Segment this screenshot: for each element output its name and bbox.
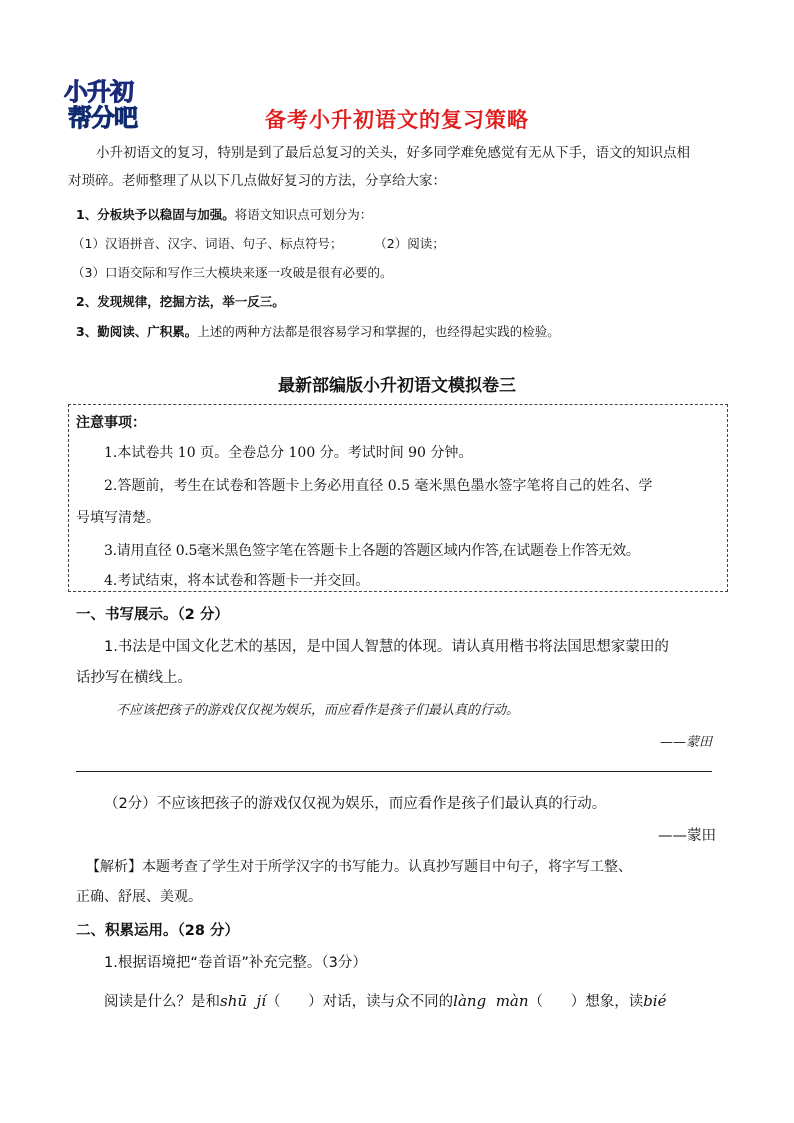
main-title: 备考小升初语文的复习策略	[265, 108, 529, 132]
passage-b: （ ）对话，读与众不同的	[266, 994, 454, 1010]
part2-q1: 1.根据语境把“卷首语”补充完整。（3分）	[104, 955, 367, 971]
pinyin-langman: làng màn	[453, 992, 529, 1010]
part1-q1-line1: 1.书法是中国文化艺术的基因，是中国人智慧的体现。请认真用楷书将法国思想家蒙田的	[104, 639, 669, 655]
notice-item-3: 3.请用直径 0.5毫米黑色签字笔在答题卡上各题的答题区域内作答,在试题卷上作答无效。	[104, 543, 640, 559]
part1-heading: 一、书写展示。（2 分）	[76, 607, 229, 623]
tip-3-text: 上述的两种方法都是很容易学习和掌握的，也经得起实践的检验。	[197, 324, 560, 339]
logo-line2: 帮分吧	[68, 104, 137, 132]
tip-1-sub2: （3）口语交际和写作三大模块来逐一攻破是很有必要的。	[72, 265, 393, 280]
notice-item-4: 4.考试结束，将本试卷和答题卡一并交回。	[104, 573, 370, 589]
part1-answer: （2分）不应该把孩子的游戏仅仅视为娱乐，而应看作是孩子们最认真的行动。	[104, 796, 607, 812]
tip-3-bold: 3、勤阅读、广积累。	[76, 324, 198, 339]
notice-box	[68, 404, 728, 592]
part1-q1-line2: 话抄写在横线上。	[76, 670, 192, 686]
writing-line	[76, 771, 712, 772]
part1-analysis	[86, 856, 632, 878]
part2-passage	[104, 990, 666, 1013]
part1-quote: 不应该把孩子的游戏仅仅视为娱乐，而应看作是孩子们最认真的行动。	[116, 703, 520, 718]
pinyin-shuji: shū jí	[220, 992, 267, 1010]
intro-line1: 小升初语文的复习，特别是到了最后总复习的关头，好多同学难免感觉有无从下手，语文的知识点相	[96, 145, 690, 161]
analysis-label: 【解析】	[86, 859, 142, 875]
notice-item-2-cont: 号填写清楚。	[76, 510, 160, 526]
analysis-line2: 正确、舒展、美观。	[76, 889, 202, 905]
exam-title: 最新部编版小升初语文模拟卷三	[278, 376, 516, 396]
notice-heading: 注意事项：	[76, 415, 146, 431]
analysis-line1: 本题考查了学生对于所学汉字的书写能力。认真抄写题目中句子，将字写工整、	[142, 859, 632, 875]
tip-3	[76, 321, 560, 343]
tip-1-text: 将语文知识点可划分为：	[234, 207, 373, 222]
tip-2-bold: 2、发现规律，挖掘方法，举一反三。	[76, 294, 285, 309]
part2-heading: 二、积累运用。（28 分）	[76, 923, 239, 939]
part1-answer-author: ——蒙田	[658, 828, 716, 844]
tip-1	[76, 204, 372, 226]
intro-line2: 对琐碎。老师整理了从以下几点做好复习的方法，分享给大家：	[68, 173, 446, 189]
passage-c: （ ）想象，读	[528, 994, 644, 1010]
passage-a: 阅读是什么？是和	[104, 994, 220, 1010]
part1-quote-author: ——蒙田	[660, 735, 713, 750]
logo-line1: 小升初	[64, 78, 133, 106]
pinyin-bie: bié	[643, 992, 667, 1010]
tip-1-sub1: （1）汉语拼音、汉字、词语、句子、标点符号； （2）阅读；	[72, 236, 445, 251]
tip-2	[76, 291, 285, 313]
notice-item-2: 2.答题前，考生在试卷和答题卡上务必用直径 0.5 毫米黑色墨水签字笔将自己的姓名、学	[104, 478, 653, 494]
notice-item-1: 1.本试卷共 10 页。全卷总分 100 分。考试时间 90 分钟。	[104, 445, 473, 461]
tip-1-bold: 1、分板块予以稳固与加强。	[76, 207, 235, 222]
